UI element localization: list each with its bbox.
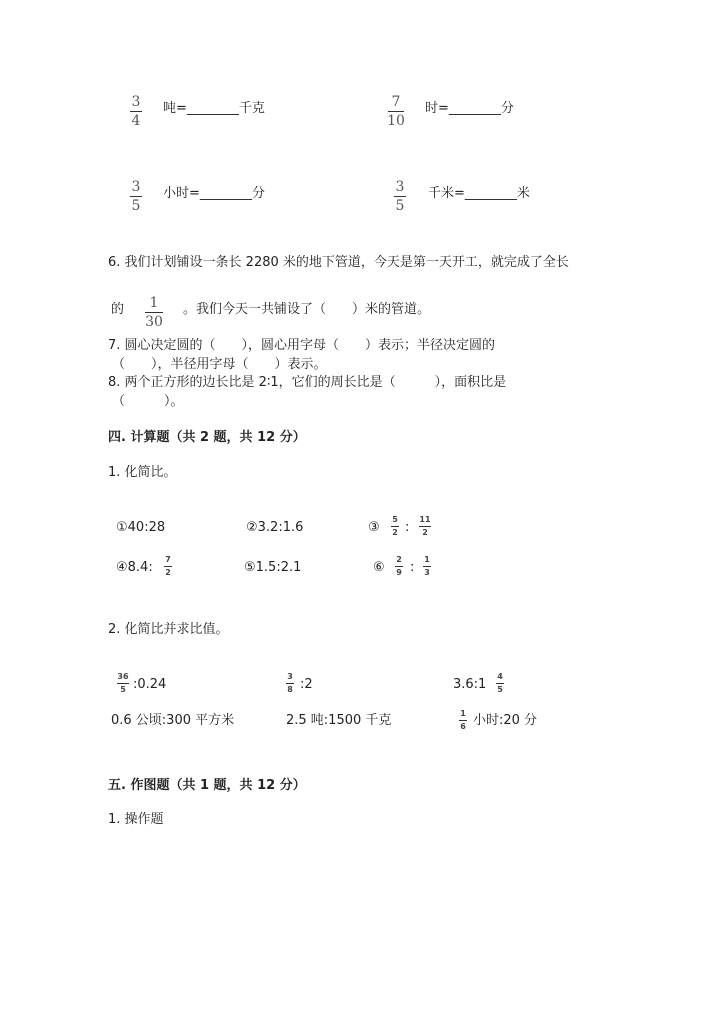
fraction-bar [496, 683, 504, 684]
fraction-denominator: 2 [165, 568, 171, 577]
simplify-item-5: 2.5 吨:1500 千克 [286, 713, 392, 728]
fraction-bar [395, 566, 403, 567]
conversion-text-2: 时=________分 [425, 101, 514, 116]
fraction-denominator: 2 [422, 528, 428, 537]
fraction-numerator: 3 [287, 672, 293, 681]
fraction-36-5 [117, 673, 129, 694]
fraction-bar [117, 683, 129, 684]
section-4-title: 四. 计算题（共 2 题，共 12 分） [108, 430, 306, 445]
fraction-denominator: 9 [396, 568, 402, 577]
simplify-item-1-rest: :0.24 [133, 677, 167, 692]
fraction-bar [391, 526, 399, 527]
question-6-line1: 6. 我们计划铺设一条长 2280 米的地下管道，今天是第一天开工，就完成了全长 [108, 255, 569, 270]
fraction-numerator: 11 [419, 515, 431, 524]
fraction-denominator: 5 [395, 198, 405, 214]
conversion-text-1: 吨=________千克 [163, 101, 265, 116]
ratio-item-3-label: ③ [368, 520, 380, 535]
ratio-item-2: ②3.2:1.6 [246, 520, 304, 535]
fraction-numerator: 2 [396, 555, 402, 564]
section-5-title: 五. 作图题（共 1 题，共 12 分） [108, 778, 306, 793]
fraction-numerator: 7 [391, 94, 401, 110]
fraction-numerator: 4 [497, 672, 503, 681]
fraction-bar [419, 526, 431, 527]
fraction-3-4 [130, 95, 142, 128]
simplify-item-2-rest: :2 [300, 677, 313, 692]
fraction-numerator: 3 [395, 179, 405, 195]
question-8-line1: 8. 两个正方形的边长比是 2∶1，它们的周长比是（ ），面积比是 [108, 375, 507, 390]
fraction-2-9 [395, 556, 403, 577]
fraction-5-2 [391, 516, 399, 537]
question-7-line2: （ ），半径用字母（ ）表示。 [112, 357, 327, 372]
fraction-3-8 [286, 673, 294, 694]
fraction-denominator: 30 [145, 314, 163, 330]
question-8-line2: （ ）。 [112, 394, 184, 409]
question-6-prefix: 的 [111, 302, 125, 317]
fraction-bar [394, 196, 406, 197]
fraction-denominator: 2 [392, 528, 398, 537]
conversion-text-3: 小时=________分 [163, 186, 265, 201]
ratio-item-6-label: ⑥ [373, 560, 385, 575]
question-7-line1: 7. 圆心决定圆的（ ），圆心用字母（ ）表示；半径决定圆的 [108, 338, 496, 353]
fraction-denominator: 4 [131, 113, 141, 129]
simplify-item-6-rest: 小时:20 分 [473, 713, 538, 728]
conversion-text-4: 千米=________米 [428, 186, 530, 201]
fraction-bar [459, 720, 467, 721]
fraction-bar [286, 683, 294, 684]
fraction-denominator: 5 [131, 198, 141, 214]
ratio-item-4-label: ④8.4: [116, 560, 153, 575]
fraction-numerator: 5 [392, 515, 398, 524]
problem-5-1-title: 1. 操作题 [108, 812, 164, 827]
fraction-numerator: 36 [117, 672, 129, 681]
fraction-numerator: 3 [131, 94, 141, 110]
simplify-item-4: 0.6 公顷:300 平方米 [111, 713, 235, 728]
question-6-suffix: 。我们今天一共铺设了（ ）米的管道。 [183, 302, 431, 317]
fraction-denominator: 10 [387, 113, 405, 129]
fraction-bar [130, 111, 142, 112]
fraction-denominator: 3 [424, 568, 430, 577]
fraction-1-6 [459, 710, 467, 731]
fraction-11-2 [419, 516, 431, 537]
fraction-numerator: 1 [424, 555, 430, 564]
fraction-bar [423, 566, 431, 567]
fraction-numerator: 1 [460, 709, 466, 718]
fraction-denominator: 5 [497, 685, 503, 694]
fraction-3-5 [130, 180, 142, 213]
problem-4-1-title: 1. 化简比。 [108, 465, 177, 480]
ratio-item-1: ①40:28 [116, 520, 166, 535]
fraction-numerator: 7 [165, 555, 171, 564]
fraction-3-5-b [394, 180, 406, 213]
fraction-bar [145, 312, 163, 313]
fraction-numerator: 3 [131, 179, 141, 195]
fraction-denominator: 6 [460, 722, 466, 731]
fraction-numerator: 1 [149, 295, 159, 311]
fraction-denominator: 5 [120, 685, 126, 694]
fraction-4-5 [496, 673, 504, 694]
fraction-bar [164, 566, 172, 567]
ratio-item-5: ⑤1.5:2.1 [244, 560, 302, 575]
fraction-bar [130, 196, 142, 197]
problem-4-2-title: 2. 化简比并求比值。 [108, 622, 229, 637]
ratio-colon: : [405, 520, 410, 535]
fraction-denominator: 8 [287, 685, 293, 694]
simplify-item-3-text: 3.6:1 [453, 677, 487, 692]
fraction-7-10 [388, 95, 404, 128]
fraction-1-30 [145, 296, 163, 329]
fraction-bar [388, 111, 404, 112]
ratio-colon: : [410, 560, 415, 575]
fraction-1-3 [423, 556, 431, 577]
fraction-7-2 [164, 556, 172, 577]
